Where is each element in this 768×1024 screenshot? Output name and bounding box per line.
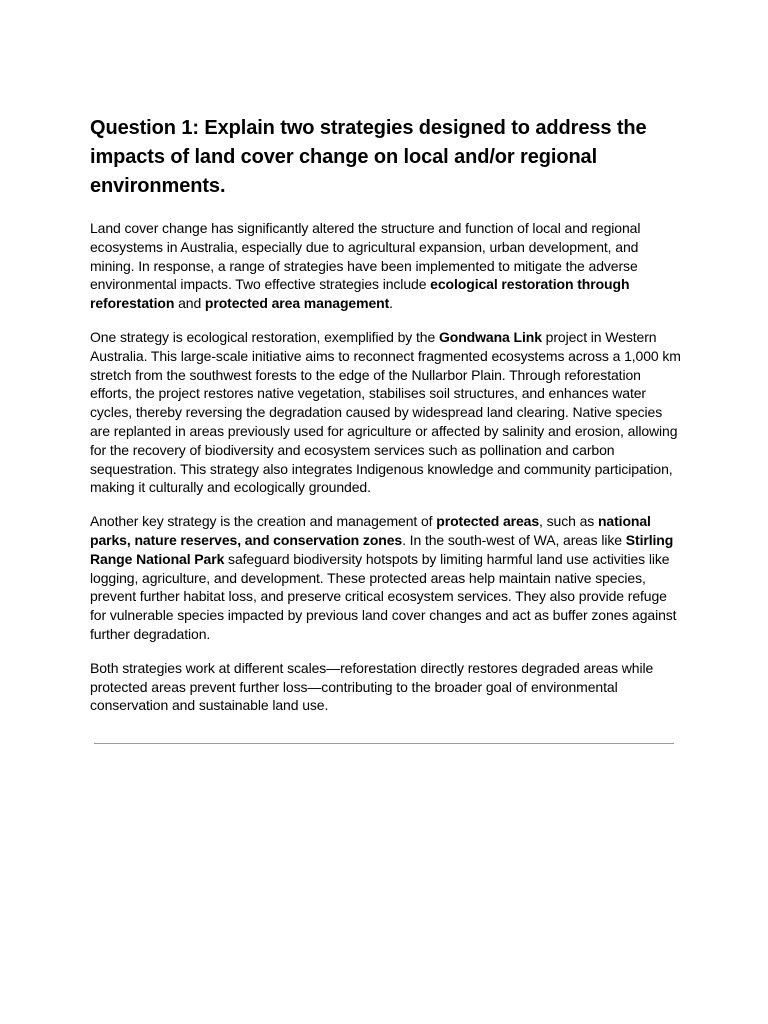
paragraph-text: Another key strategy is the creation and management of	[90, 513, 437, 530]
paragraph-text: Both strategies work at different scales—reforestation directly restores degraded areas while protected areas prevent further loss—contributing to the broader goal of environmental conservation and sustainable land use.	[90, 659, 654, 714]
question-heading: Question 1: Explain two strategies designed to address the impacts of land cover change on local and/or regional environments.	[90, 117, 647, 197]
paragraph-text: safeguard biodiversity hotspots by limiting harmful land use activities like logging, agriculture, and development. These protected areas help maintain native species, prevent further habitat loss, and preserve critical ecosystem services. They also provide refuge for vulnerable species impacted by previous land cover changes and act as buffer zones against further degradation.	[90, 550, 677, 642]
paragraph-text: Land cover change has significantly altered the structure and function of local and regional ecosystems in Australia, especially due to agricultural expansion, urban development, and mining. In response, a range of strategies have been implemented to mitigate the adverse environmental impacts. Two effective strategies include	[90, 220, 641, 293]
bold-term: Stirling Range National Park	[90, 531, 674, 567]
paragraph-text: One strategy is ecological restoration, exemplified by the	[90, 328, 439, 345]
conclusion-paragraph	[90, 659, 682, 715]
paragraph-text: . In the south-west of WA, areas like	[402, 531, 626, 548]
paragraph-text: , such as	[539, 513, 598, 530]
paragraph-text: project in Western Australia. This large-scale initiative aims to reconnect fragmented ecosystems across a 1,000 km stretch from the southwest forests to the edge of the Nullarbor Plain. Through reforestation efforts, the project restores native vegetation, stabilises soil structures, and enhances water cycles, thereby reversing the degradation caused by widespread land clearing. Native species are replanted in areas previously used for agriculture or affected by salinity and erosion, allowing for the recovery of biodiversity and ecosystem services such as pollination and carbon sequestration. This strategy also integrates Indigenous knowledge and community participation, making it culturally and ecologically grounded.	[90, 328, 681, 496]
bold-term: protected areas	[436, 513, 540, 530]
paragraph-text: and	[174, 295, 205, 312]
paragraph-text: .	[389, 295, 393, 312]
protected-areas-paragraph	[90, 512, 682, 644]
bold-term: ecological restoration through reforestation	[90, 276, 630, 312]
bold-term: Gondwana Link	[438, 328, 542, 345]
bold-term: national parks, nature reserves, and conservation zones	[90, 513, 651, 548]
horizontal-divider	[94, 743, 674, 744]
bold-term: protected area management	[204, 295, 390, 312]
restoration-paragraph	[90, 328, 682, 497]
intro-paragraph	[90, 219, 682, 313]
document-page	[90, 114, 682, 730]
